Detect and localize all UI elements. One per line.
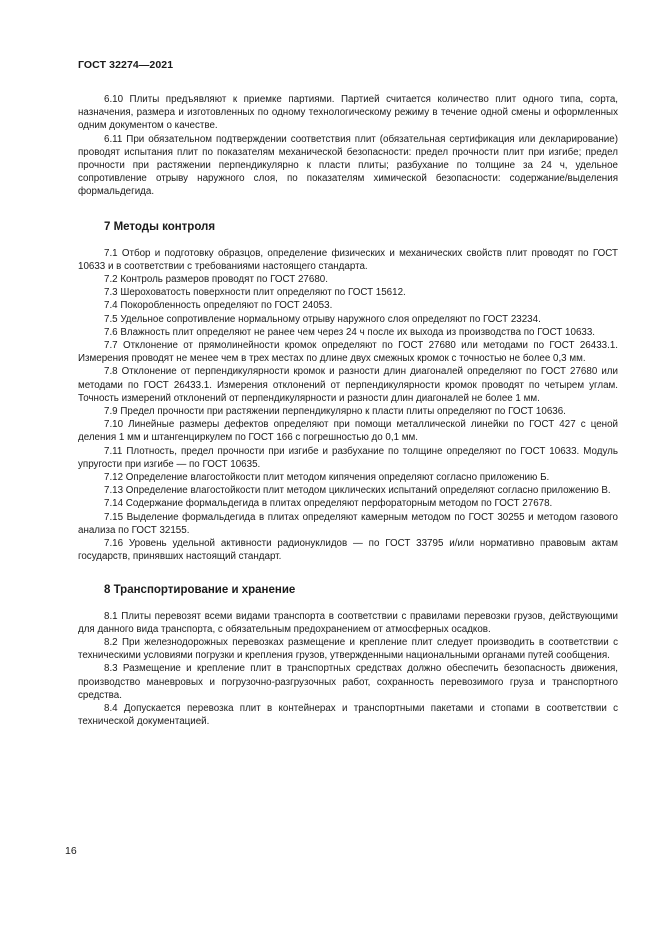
page-number: 16 [65,845,77,857]
paragraph-7-3: 7.3 Шероховатость поверхности плит определяют по ГОСТ 15612. [104,287,406,299]
paragraph-7-1: 7.1 Отбор и подготовку образцов, определение физических и механических свойств плит проводят по ГОСТ 10633 и в соответствии с требованиями настоящего стандарта. [78,247,618,272]
paragraph-6-11: 6.11 При обязательном подтверждении соответствия плит (обязательная сертификация или декларирование) проводят испытания плит по показателям механической безопасности: предел прочности плит при изгибе; предел прочности при растяжении перпендикулярно к пласти плиты; разбухание по толщине за 24 ч, удельное сопротивление отрыву наружного слоя, по показателям химической безопасности: содержание/выделения формальдегида. [78,133,618,198]
document-code: ГОСТ 32274—2021 [78,59,174,71]
document-body [78,93,618,728]
paragraph-8-4: 8.4 Допускается перевозка плит в контейнерах и транспортными пакетами и стопами в соответствии с технической документацией. [78,702,618,728]
paragraph-7-8: 7.8 Отклонение от перпендикулярности кромок и разности длин диагоналей определяют по ГОСТ 27680 или методами по ГОСТ 26433.1. Измерения отклонений от перпендикулярности кромок проводят по четырем углам. Точность измерений отклонений от перпендикулярности и разности длин диагоналей не более 1 мм. [78,366,618,404]
paragraph-7-6: 7.6 Влажность плит определяют не ранее чем через 24 ч после их выхода из производства по ГОСТ 10633. [104,326,596,338]
paragraph-7-12: 7.12 Определение влагостойкости плит методом кипячения определяют согласно приложению Б. [104,472,550,484]
paragraph-7-7: 7.7 Отклонение от прямолинейности кромок определяют по ГОСТ 27680 или методами по ГОСТ 26433.1. Измерения проводят не менее чем в трех местах по длине двух смежных кромок с точностью не более 0,3 мм. [78,340,618,365]
paragraph-7-2: 7.2 Контроль размеров проводят по ГОСТ 27680. [104,274,328,286]
paragraph-7-13: 7.13 Определение влагостойкости плит методом циклических испытаний определяют согласно приложению В. [104,485,611,497]
paragraph-7-5: 7.5 Удельное сопротивление нормальному отрыву наружного слоя определяют по ГОСТ 23234. [104,313,541,325]
paragraph-8-3: 8.3 Размещение и крепление плит в транспортных средствах должно обеспечить безопасность движения, производство маневровых и погрузочно-разгрузочных работ, сохранность перевозимого груза и транспортного средства. [78,663,618,701]
section-title-7: 7 Методы контроля [104,220,216,233]
paragraph-7-11: 7.11 Плотность, предел прочности при изгибе и разбухание по толщине определяют по ГОСТ 10633. Модуль упругости при изгибе — по ГОСТ 10635. [78,445,618,470]
paragraph-6-10: 6.10 Плиты предъявляют к приемке партиями. Партией считается количество плит одного типа, сорта, назначения, размера и изготовленных по одному технологическому режиму в течение одной смены и оформленных одним документом о качестве. [78,94,618,132]
paragraph-7-14: 7.14 Содержание формальдегида в плитах определяют перфораторным методом по ГОСТ 27678. [104,498,553,510]
paragraph-7-16: 7.16 Уровень удельной активности радионуклидов — по ГОСТ 33795 и/или нормативно правовым актам государств, принявших настоящий стандарт. [78,538,618,563]
section-title-8: 8 Транспортирование и хранение [104,583,296,596]
paragraph-7-9: 7.9 Предел прочности при растяжении перпендикулярно к пласти плиты определяют по ГОСТ 10636. [104,406,566,418]
paragraph-8-2: 8.2 При железнодорожных перевозках размещение и крепление плит следует производить в соответствии с техническими условиями погрузки и крепления грузов, утвержденными национальными органами путей сообщения. [78,636,618,662]
paragraph-7-15: 7.15 Выделение формальдегида в плитах определяют камерным методом по ГОСТ 30255 и методом газового анализа по ГОСТ 32155. [78,511,618,536]
paragraph-8-1: 8.1 Плиты перевозят всеми видами транспорта в соответствии с правилами перевозки грузов, действующими для данного вида транспорта, с обязательным предохранением от атмосферных осадков. [78,610,618,635]
paragraph-7-10: 7.10 Линейные размеры дефектов определяют при помощи металлической линейки по ГОСТ 427 с ценой деления 1 мм и штангенциркулем по ГОСТ 166 с погрешностью до 0,1 мм. [78,419,618,444]
paragraph-7-4: 7.4 Покоробленность определяют по ГОСТ 24053. [104,300,333,312]
